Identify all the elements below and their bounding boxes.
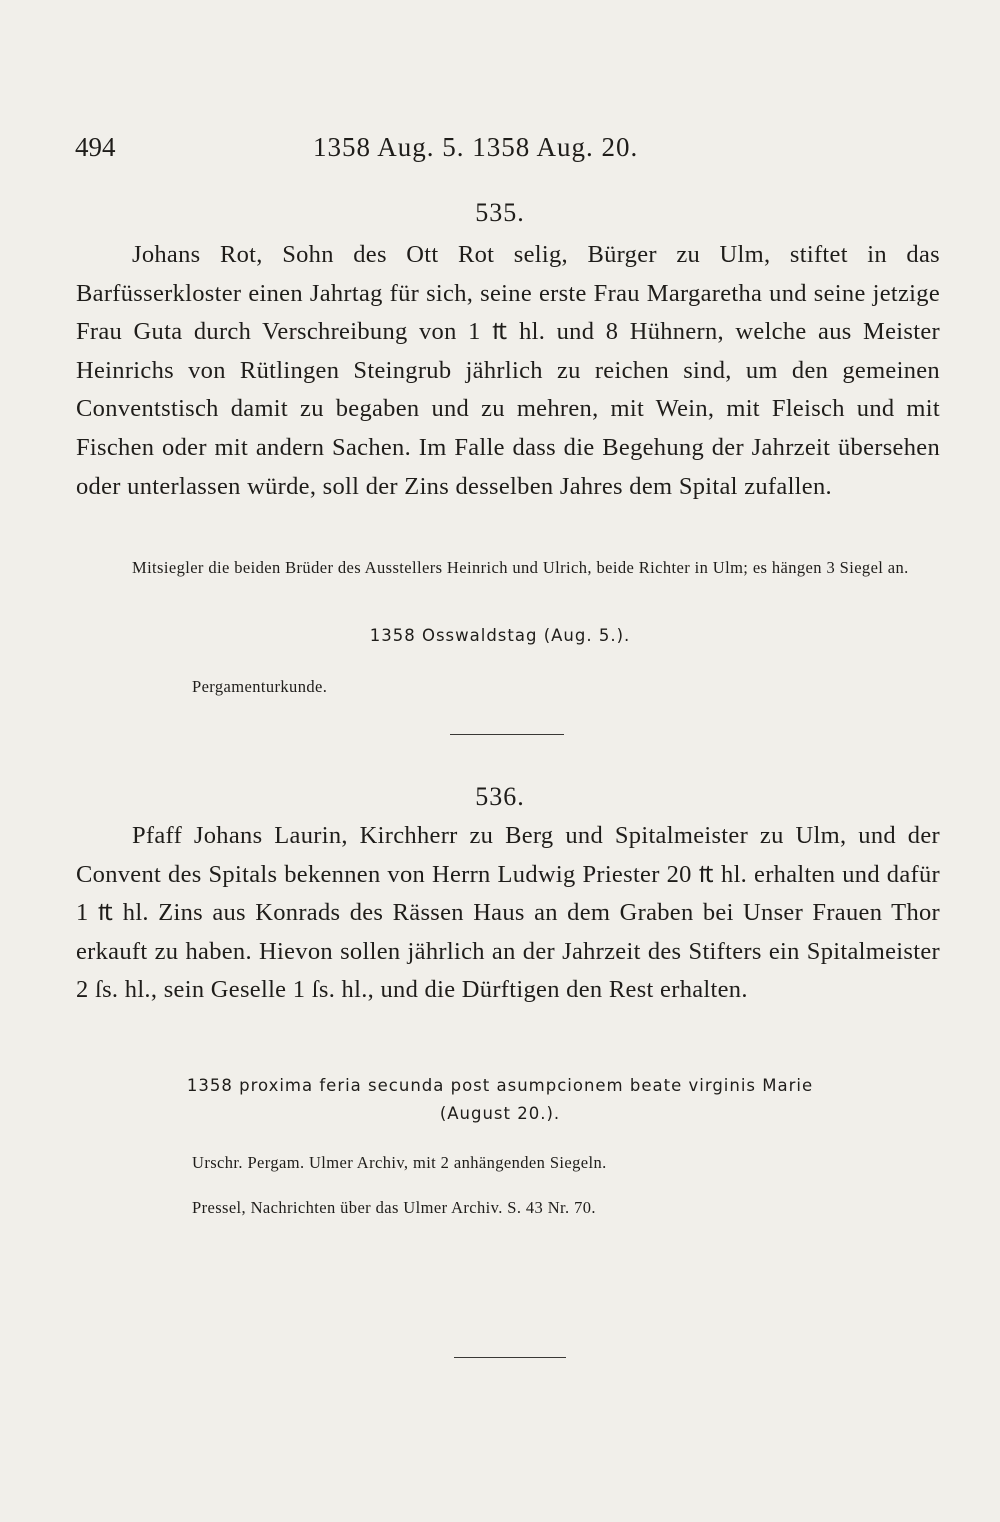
document-536-dating-line1: 1358 proxima feria secunda post asumpcionem beate virginis Marie bbox=[186, 1076, 814, 1095]
end-divider bbox=[454, 1357, 566, 1358]
section-divider bbox=[450, 734, 564, 735]
page-header bbox=[75, 132, 945, 172]
document-535-summary: Johans Rot, Sohn des Ott Rot selig, Bürger zu Ulm, stiftet in das Barfüsserkloster einen Jahrtag für sich, seine erste Frau Margaretha und seine jetzige Frau Guta durch Verschreibung von 1 ₶ hl. und 8 Hühnern, welche aus Meister Heinrichs von Rütlingen Steingrub jährlich zu reichen sind, um den gemeinen Conventstisch damit zu begaben und zu mehren, mit Wein, mit Fleisch und mit Fischen oder mit andern Sachen. Im Falle dass die Begehung der Jahrzeit übersehen oder unterlassen würde, soll der Zins desselben Jahres dem Spital zufallen. bbox=[76, 241, 940, 500]
document-536-dating-line2: (August 20.). bbox=[439, 1104, 561, 1123]
document-535-dating: 1358 Osswaldstag (Aug. 5.). bbox=[369, 626, 631, 645]
running-head: 1358 Aug. 5. 1358 Aug. 20. bbox=[313, 132, 639, 162]
document-536-source-reference: Pressel, Nachrichten über das Ulmer Archiv. S. 43 Nr. 70. bbox=[192, 1198, 596, 1217]
document-number-535: 535. bbox=[475, 198, 525, 227]
document-number-536: 536. bbox=[475, 782, 525, 811]
document-536-summary: Pfaff Johans Laurin, Kirchherr zu Berg und Spitalmeister zu Ulm, und der Convent des Spitals bekennen von Herrn Ludwig Priester 20 ₶ hl. erhalten und dafür 1 ₶ hl. Zins aus Konrads des Rässen Haus an dem Graben bei Unser Frauen Thor erkauft zu haben. Hievon sollen jährlich an der Jahrzeit des Stifters ein Spitalmeister 2 ſs. hl., sein Geselle 1 ſs. hl., und die Dürftigen den Rest erhalten. bbox=[76, 822, 940, 1004]
document-536-source-original: Urschr. Pergam. Ulmer Archiv, mit 2 anhängenden Siegeln. bbox=[192, 1153, 607, 1172]
document-535-source: Pergamenturkunde. bbox=[192, 677, 328, 696]
page-number: 494 bbox=[75, 132, 116, 162]
document-535-seal-note: Mitsiegler die beiden Brüder des Ausstellers Heinrich und Ulrich, beide Richter in Ulm; es hängen 3 Siegel an. bbox=[132, 558, 909, 577]
